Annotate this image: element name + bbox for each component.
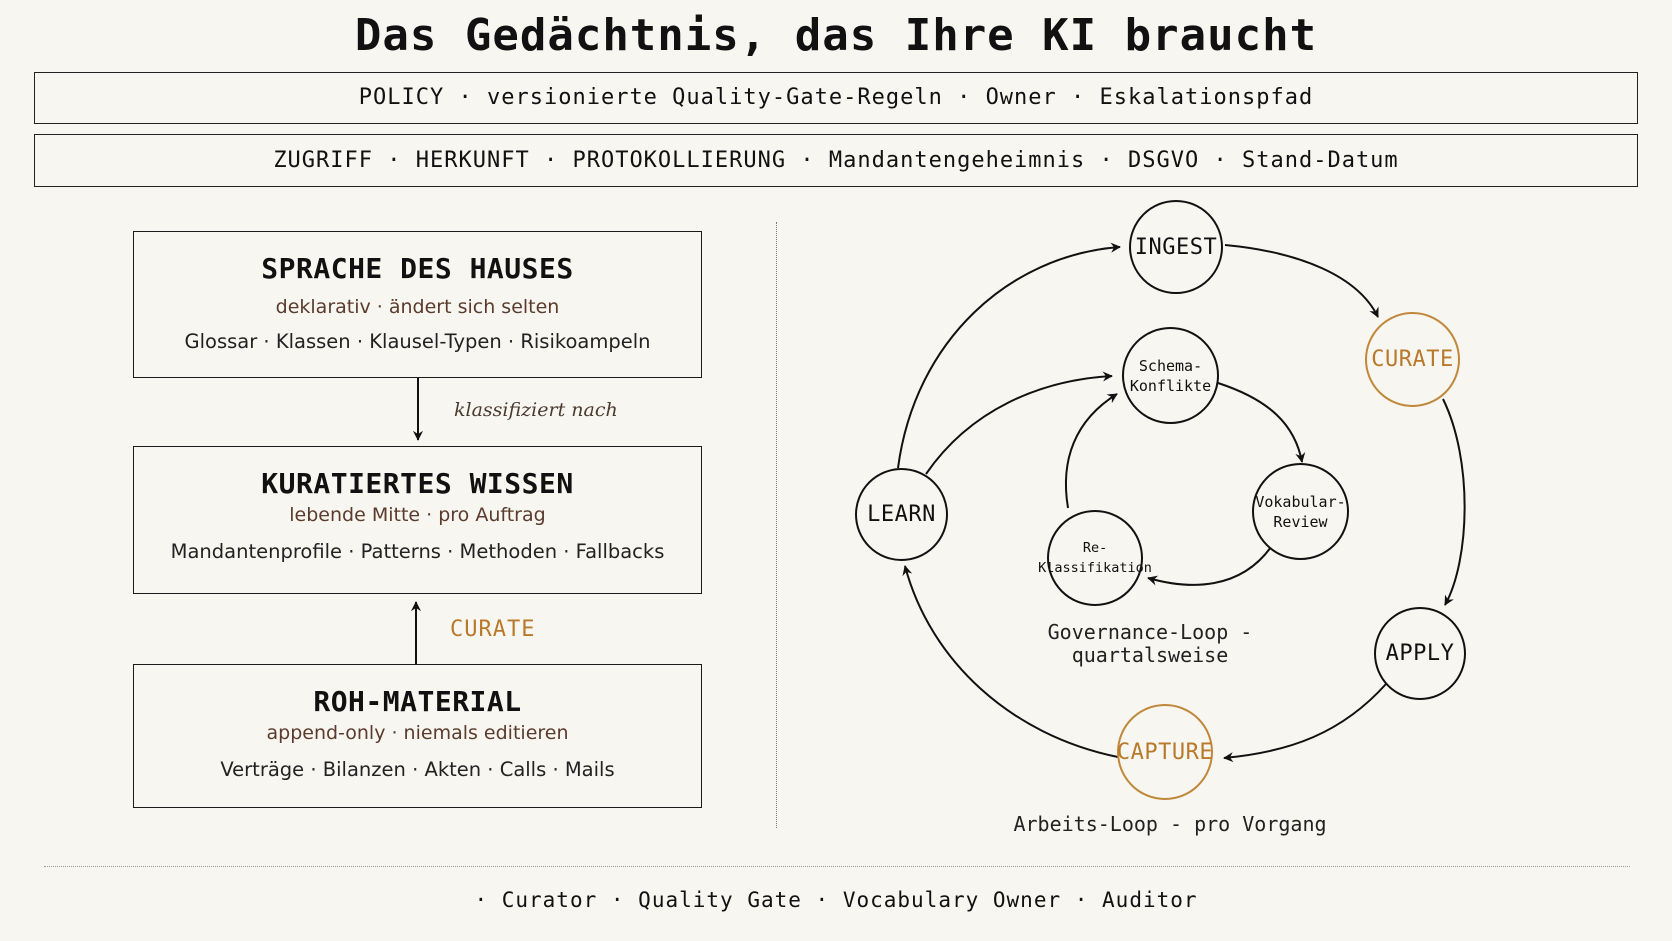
arrow-ingest-curate	[1225, 245, 1378, 317]
node-reclassification	[1038, 510, 1152, 606]
layer-raw-subtitle: append-only · niemals editieren	[266, 722, 569, 744]
node-ingest	[1129, 200, 1223, 294]
arrow-reclass-schema	[1066, 394, 1117, 508]
layer-house-subtitle: deklarativ · ändert sich selten	[275, 296, 560, 318]
node-reclass-line2: Klassifikation	[1038, 560, 1152, 576]
node-learn	[855, 468, 948, 561]
node-vocab-line1: Vokabular-	[1255, 492, 1346, 511]
page-title: Das Gedächtnis, das Ihre KI braucht	[354, 10, 1318, 61]
arrow-schema-vocab	[1218, 383, 1302, 462]
arrow-vocab-reclass	[1148, 547, 1271, 585]
layer-curated-items: Mandantenprofile · Patterns · Methoden · Fallbacks	[170, 540, 665, 563]
curate-connector-label: CURATE	[450, 617, 536, 642]
node-reclass-line1: Re-	[1082, 540, 1108, 556]
node-apply-label: APPLY	[1385, 641, 1455, 666]
arrow-curate-apply	[1443, 399, 1465, 605]
layer-curated-subtitle: lebende Mitte · pro Auftrag	[289, 504, 546, 526]
node-schema-line2: Konflikte	[1129, 376, 1212, 395]
node-apply	[1374, 607, 1466, 700]
layer-raw-heading: ROH-MATERIAL	[313, 685, 522, 718]
layer-house-items: Glossar · Klassen · Klausel-Typen · Risikoampeln	[184, 330, 651, 353]
node-vocab-line2: Review	[1273, 512, 1328, 531]
policy-band: POLICY · versionierte Quality-Gate-Regeln · Owner · Eskalationspfad	[34, 72, 1638, 124]
node-curate-label: CURATE	[1371, 347, 1454, 372]
roles-footer: · Curator · Quality Gate · Vocabulary Owner · Auditor	[474, 888, 1198, 912]
work-loop-label: Arbeits-Loop - pro Vorgang	[1013, 812, 1327, 836]
governance-loop-label-line1: Governance-Loop -	[1047, 620, 1253, 644]
node-schema-line1: Schema-	[1138, 356, 1203, 375]
access-band: ZUGRIFF · HERKUNFT · PROTOKOLLIERUNG · Mandantengeheimnis · DSGVO · Stand-Datum	[34, 134, 1638, 187]
node-capture	[1117, 704, 1213, 800]
node-ingest-label: INGEST	[1134, 234, 1218, 260]
layer-curated-heading: KURATIERTES WISSEN	[261, 467, 574, 500]
node-curate	[1365, 312, 1460, 407]
node-learn-label: LEARN	[867, 502, 936, 527]
classify-connector-label: klassifiziert nach	[454, 399, 618, 421]
governance-loop-label-line2: quartalsweise	[1071, 643, 1229, 667]
node-capture-label: CAPTURE	[1116, 739, 1214, 765]
layer-house-heading: SPRACHE DES HAUSES	[261, 252, 574, 285]
layer-raw-items: Verträge · Bilanzen · Akten · Calls · Mails	[220, 758, 615, 781]
arrow-apply-capture	[1224, 684, 1386, 758]
arrow-learn-ingest	[898, 247, 1120, 468]
node-vocabulary-review	[1252, 463, 1349, 560]
node-schema-conflicts	[1122, 327, 1219, 424]
